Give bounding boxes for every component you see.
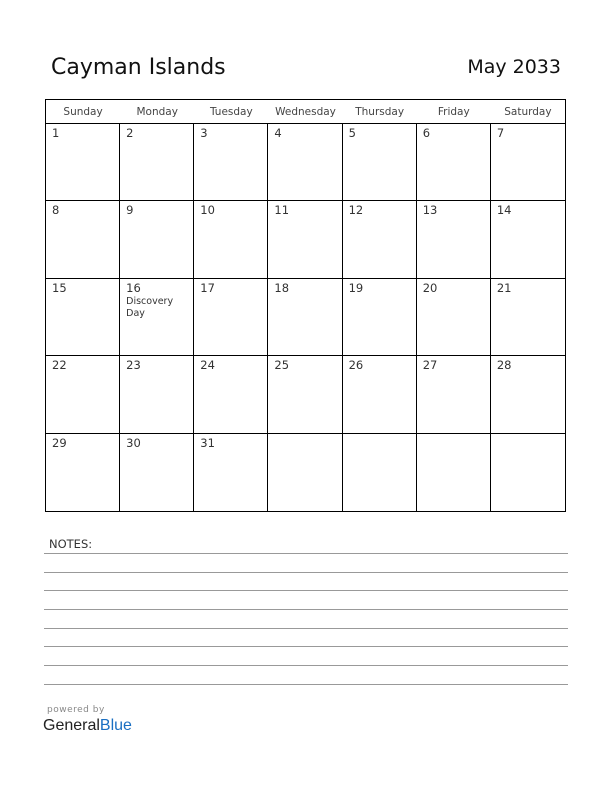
day-number: 17 — [200, 280, 215, 295]
day-number: 19 — [348, 280, 364, 295]
month-title: May 2033 — [467, 56, 561, 78]
day-cell[interactable] — [120, 124, 194, 201]
day-cell[interactable] — [491, 356, 565, 433]
day-number: 2 — [126, 126, 134, 140]
weekday-saturday: Saturday — [504, 106, 552, 118]
day-cell[interactable] — [268, 124, 342, 201]
day-number: 28 — [496, 358, 512, 373]
holiday-label: Discovery Day — [126, 295, 174, 319]
day-number: 15 — [52, 280, 67, 295]
calendar-grid — [45, 99, 566, 512]
weekday-thursday: Thursday — [355, 106, 405, 118]
note-line — [44, 684, 568, 685]
day-number: 6 — [422, 126, 431, 140]
note-line — [44, 553, 568, 554]
weekday-monday: Monday — [136, 106, 178, 118]
day-cell[interactable] — [194, 124, 268, 201]
day-cell[interactable] — [194, 356, 268, 433]
day-number: 12 — [348, 203, 364, 218]
calendar-days — [46, 124, 565, 511]
day-cell[interactable] — [343, 356, 417, 433]
day-cell[interactable] — [120, 434, 194, 511]
note-line — [44, 609, 568, 610]
day-cell[interactable] — [491, 434, 565, 511]
day-number: 11 — [274, 203, 290, 218]
day-cell[interactable] — [120, 201, 194, 278]
day-cell[interactable] — [46, 356, 120, 433]
day-cell[interactable] — [491, 201, 565, 278]
day-cell[interactable] — [194, 201, 268, 278]
note-line — [44, 590, 568, 591]
powered-by-text: powered by — [47, 705, 105, 715]
notes-label: NOTES: — [49, 537, 93, 551]
day-number: 23 — [126, 358, 141, 373]
day-cell[interactable] — [268, 279, 342, 356]
day-number: 14 — [496, 203, 512, 218]
brand-general: General — [43, 717, 100, 734]
day-cell[interactable] — [46, 201, 120, 278]
day-cell[interactable] — [417, 201, 491, 278]
day-number: 18 — [274, 280, 290, 295]
day-number: 5 — [348, 126, 356, 140]
country-title: Cayman Islands — [51, 55, 226, 80]
day-number: 26 — [348, 358, 364, 373]
day-cell[interactable] — [120, 279, 194, 356]
day-cell[interactable] — [46, 124, 120, 201]
day-cell[interactable] — [417, 279, 491, 356]
day-cell[interactable] — [491, 124, 565, 201]
day-cell[interactable] — [268, 356, 342, 433]
day-number: 7 — [496, 126, 505, 140]
day-number: 24 — [200, 358, 215, 373]
day-number: 30 — [126, 435, 141, 450]
weekday-header-row — [46, 100, 565, 124]
day-number: 27 — [422, 358, 438, 373]
day-cell[interactable] — [343, 201, 417, 278]
day-number: 29 — [52, 435, 67, 450]
day-number: 4 — [274, 126, 282, 140]
note-line — [44, 646, 568, 647]
day-cell[interactable] — [343, 279, 417, 356]
day-number: 31 — [200, 435, 215, 450]
day-number: 3 — [200, 126, 208, 140]
weekday-sunday: Sunday — [63, 106, 103, 118]
brand-blue: Blue — [99, 717, 132, 734]
day-number: 25 — [274, 358, 290, 373]
day-cell[interactable] — [120, 356, 194, 433]
day-cell[interactable] — [194, 434, 268, 511]
day-cell[interactable] — [268, 201, 342, 278]
day-cell[interactable] — [417, 434, 491, 511]
weekday-tuesday: Tuesday — [209, 106, 253, 118]
day-cell[interactable] — [343, 124, 417, 201]
weekday-friday: Friday — [437, 106, 470, 118]
day-number: 22 — [52, 358, 67, 373]
day-number: 16 — [126, 280, 141, 295]
day-number: 20 — [422, 280, 438, 295]
weekday-wednesday: Wednesday — [275, 106, 336, 118]
note-line — [44, 665, 568, 666]
day-number: 10 — [200, 203, 215, 218]
day-cell[interactable] — [194, 279, 268, 356]
day-number: 21 — [496, 280, 512, 295]
day-cell[interactable] — [46, 434, 120, 511]
generalblue-logo[interactable] — [43, 717, 132, 735]
day-number: 9 — [126, 203, 134, 218]
day-cell[interactable] — [268, 434, 342, 511]
day-cell[interactable] — [417, 356, 491, 433]
day-cell[interactable] — [343, 434, 417, 511]
day-number: 8 — [52, 203, 60, 218]
note-line — [44, 628, 568, 629]
day-number: 13 — [422, 203, 438, 218]
day-cell[interactable] — [417, 124, 491, 201]
day-cell[interactable] — [491, 279, 565, 356]
day-cell[interactable] — [46, 279, 120, 356]
day-number: 1 — [52, 126, 60, 140]
note-line — [44, 572, 568, 573]
